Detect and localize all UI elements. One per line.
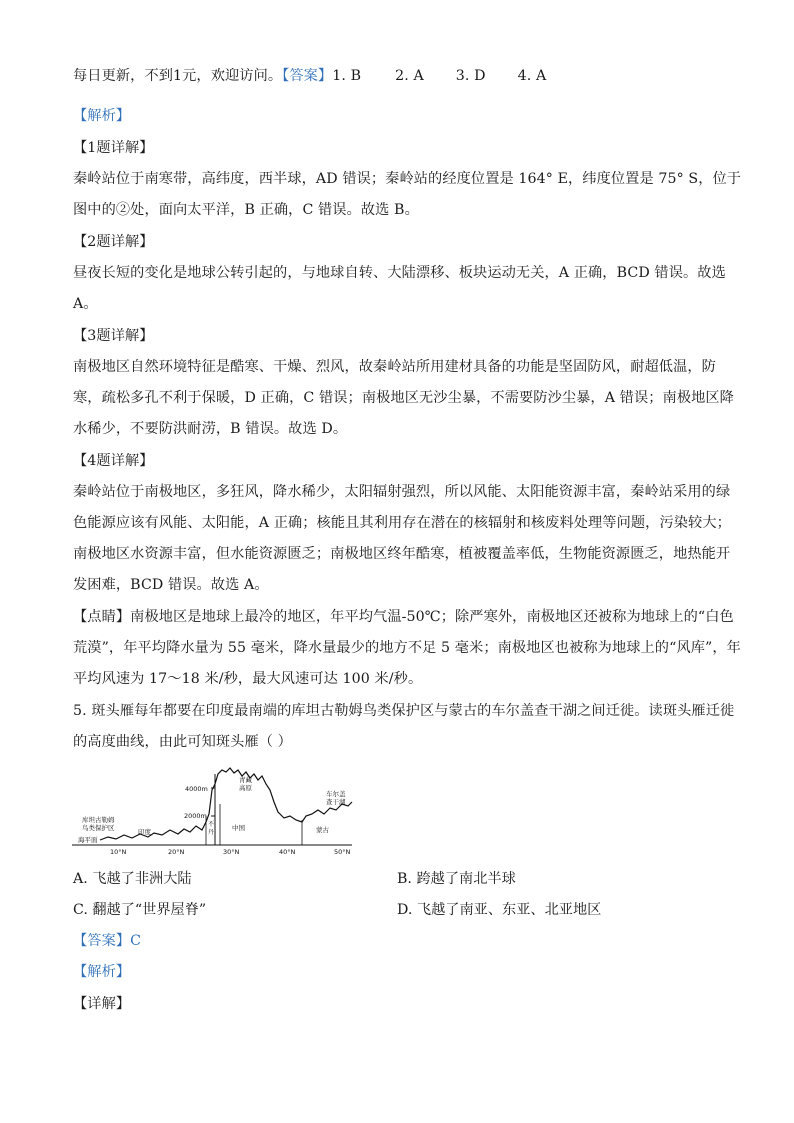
q4-text-line: 色能源应该有风能、太阳能，A 正确；核能且其利用存在潜在的核辐射和核废料处理等问题，污染较大； <box>73 515 731 531</box>
start-site-label: 库坦古勒姆 <box>82 816 115 824</box>
latitude-20-label: 20°N <box>168 848 185 856</box>
q1-text-line: 秦岭站位于南寒带，高纬度，西半球，AD 错误；秦岭站的经度位置是 164° E，纬度位置是 75° S，位于 <box>73 171 742 187</box>
sea-level-label: 海平面 <box>78 836 98 844</box>
answer-1: 1. B <box>332 68 362 84</box>
answer-tag: 【答案】 <box>282 68 333 84</box>
q3-detail-heading: 【3题详解】 <box>73 328 154 344</box>
start-site-label: 鸟类保护区 <box>82 824 115 832</box>
q1-text-line: 图中的②处，面向太平洋，B 正确，C 错误。故选 B。 <box>73 202 419 218</box>
option-b: B. 跨越了南北半球 <box>397 871 516 887</box>
q2-detail-heading: 【2题详解】 <box>73 234 154 250</box>
option-a: A. 飞越了非洲大陆 <box>73 871 192 887</box>
option-c: C. 翻越了“世界屋脊” <box>73 902 207 918</box>
lake-label: 车尔盖 <box>326 790 346 798</box>
q5-detail-heading: 【详解】 <box>73 996 131 1012</box>
latitude-10-label: 10°N <box>110 848 127 856</box>
q5-stem-line: 的高度曲线，由此可知斑头雁（ ） <box>73 734 292 750</box>
latitude-50-label: 50°N <box>334 848 351 856</box>
tip-text-line: 【点睛】南极地区是地球上最冷的地区，年平均气温-50℃；除严寒外，南极地区还被称为地球上的“白色 <box>73 609 734 625</box>
q2-text-line: 昼夜长短的变化是地球公转引起的，与地球自转、大陆漂移、板块运动无关，A 正确，BCD 错误。故选 <box>73 265 726 281</box>
q1-detail-heading: 【1题详解】 <box>73 140 154 156</box>
tibet-plateau-label: 高原 <box>239 784 252 792</box>
answer-3: 3. D <box>455 68 486 84</box>
q2-text-line: A。 <box>73 296 98 312</box>
bhutan-label: 不 <box>208 821 215 828</box>
bhutan-label: 丹 <box>208 829 215 836</box>
tip-text-line: 平均风速为 17～18 米/秒，最大风速可达 100 米/秒。 <box>73 671 423 687</box>
q5-analysis-heading: 【解析】 <box>73 964 131 980</box>
q5-answer: 【答案】C <box>73 933 142 949</box>
lake-label: 查干湖 <box>326 798 346 806</box>
q3-text-line: 水稀少，不要防洪耐涝，B 错误。故选 D。 <box>73 421 348 437</box>
mongolia-label: 蒙古 <box>316 826 329 834</box>
answer-line <box>73 66 546 86</box>
migration-altitude-figure <box>72 760 362 860</box>
altitude-2000-label: 2000m <box>184 812 207 820</box>
promo-text: 每日更新，不到1元，欢迎访问。 <box>73 68 283 84</box>
q4-detail-heading: 【4题详解】 <box>73 453 154 469</box>
q3-text-line: 南极地区自然环境特征是酷寒、干燥、烈风，故秦岭站所用建材具备的功能是坚固防风，耐超低温，防 <box>73 359 716 375</box>
tibet-plateau-label: 青藏 <box>239 776 252 784</box>
answer-4: 4. A <box>517 68 547 84</box>
india-label: 印度 <box>138 828 151 836</box>
china-label: 中国 <box>232 824 245 832</box>
q4-text-line: 南极地区水资源丰富，但水能资源匮乏；南极地区终年酷寒，植被覆盖率低，生物能资源匮乏，地热能开 <box>73 546 731 562</box>
tip-text-line: 荒漠”，年平均降水量为 55 毫米，降水量最少的地方不足 5 毫米；南极地区也被称为地球上的“风库”，年 <box>73 640 741 656</box>
latitude-40-label: 40°N <box>279 848 296 856</box>
q4-text-line: 发困难，BCD 错误。故选 A。 <box>73 577 269 593</box>
analysis-heading: 【解析】 <box>73 108 131 124</box>
q3-text-line: 寒，疏松多孔不利于保暖，D 正确，C 错误；南极地区无沙尘暴，不需要防沙尘暴，A 错误；南极地区降 <box>73 390 734 406</box>
q4-text-line: 秦岭站位于南极地区，多狂风，降水稀少，太阳辐射强烈，所以风能、太阳能资源丰富，秦岭站采用的绿 <box>73 484 731 500</box>
q5-stem-line: 5. 斑头雁每年都要在印度最南端的库坦古勒姆鸟类保护区与蒙古的车尔盖查干湖之间迁徙。读斑头雁迁徙 <box>73 703 735 719</box>
altitude-4000-label: 4000m <box>185 785 208 793</box>
option-d: D. 飞越了南亚、东亚、北亚地区 <box>397 902 602 918</box>
latitude-30-label: 30°N <box>223 848 240 856</box>
answer-2: 2. A <box>395 68 424 84</box>
